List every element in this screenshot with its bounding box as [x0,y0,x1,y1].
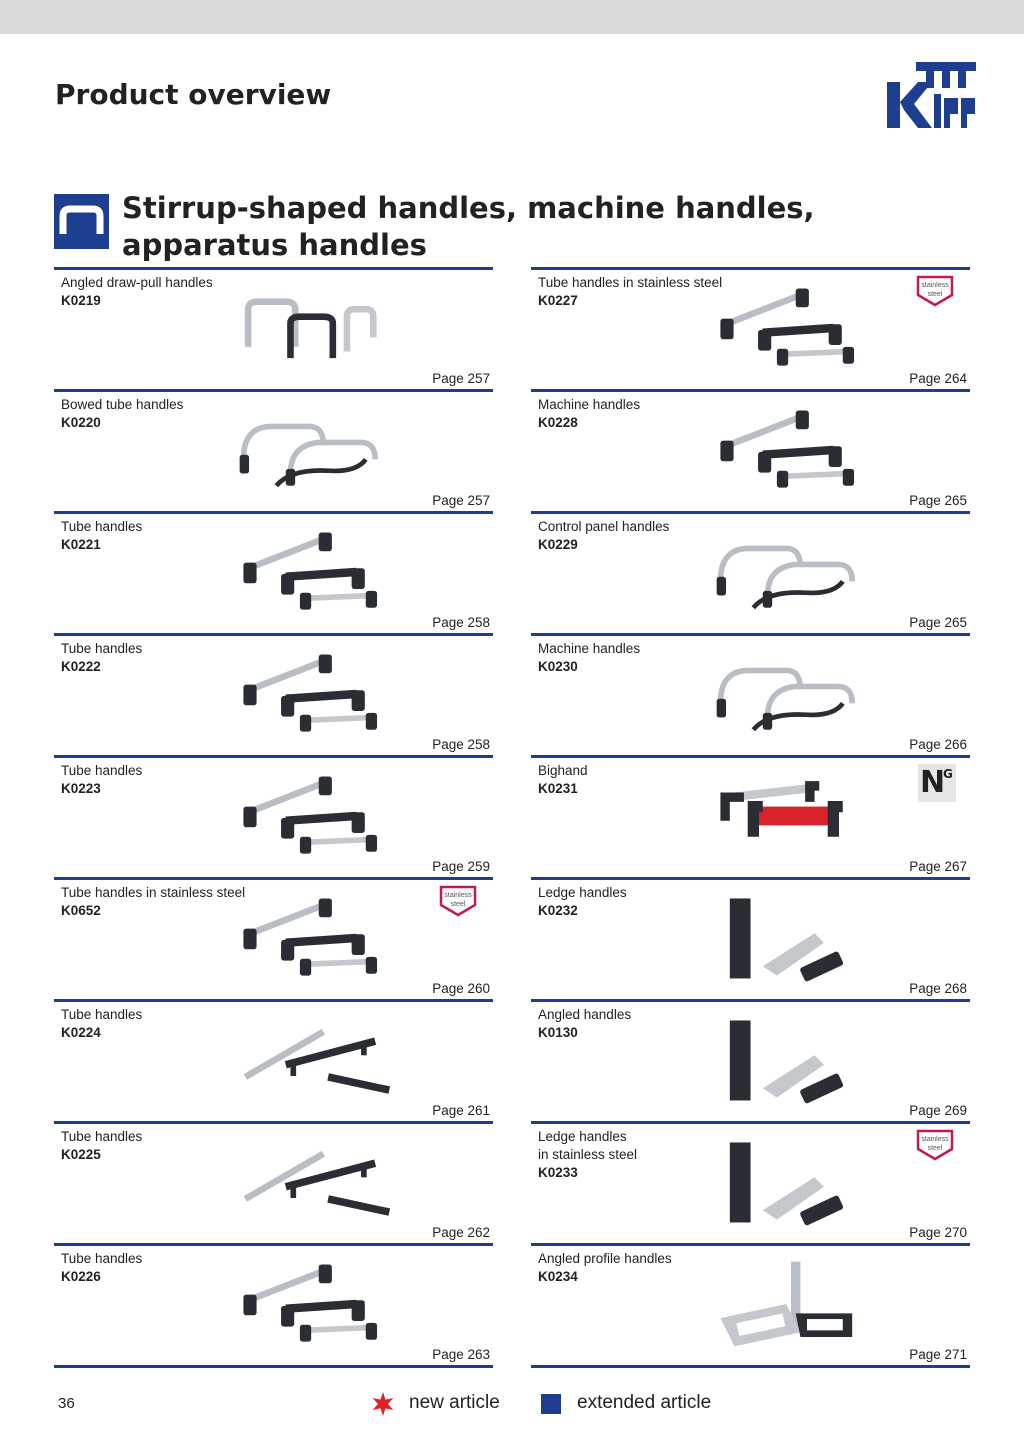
product-code: K0225 [61,1147,101,1162]
stainless-text: stainless [921,282,949,289]
page-link[interactable]: Page 262 [432,1225,490,1240]
product-name: Tube handles K0223 [61,763,143,796]
product-entry [531,267,970,389]
page-link[interactable]: Page 258 [432,737,490,752]
product-code: K0224 [61,1025,101,1040]
product-entry [531,389,970,511]
product-image [234,1256,394,1352]
product-entry [54,1121,493,1243]
stainless-steel-badge-icon [916,1129,954,1161]
product-code: K0227 [538,293,578,308]
product-code: K0219 [61,293,101,308]
product-entry [531,1121,970,1243]
left-column [54,267,493,1368]
stainless-text: stainless [444,892,472,899]
product-entry [531,511,970,633]
page-link[interactable]: Page 265 [909,615,967,630]
steel-text: steel [927,291,943,298]
product-name: Ledge handles in stainless steel K0233 [538,1129,638,1180]
product-image [234,280,394,376]
product-name: Angled draw-pull handles K0219 [61,275,213,308]
page-title: Product overview [55,78,332,111]
product-entry [54,755,493,877]
product-code: K0234 [538,1269,578,1284]
product-entry [54,267,493,389]
stainless-text: stainless [921,1136,949,1143]
product-name: Bighand K0231 [538,763,588,796]
product-image [711,524,871,620]
product-code: K0232 [538,903,578,918]
product-image [234,768,394,864]
product-name: Tube handles K0221 [61,519,143,552]
product-code: K0221 [61,537,101,552]
page-link[interactable]: Page 269 [909,1103,967,1118]
product-entry [54,511,493,633]
product-code: K0229 [538,537,578,552]
new-article-star-icon [370,1391,396,1417]
page-link[interactable]: Page 266 [909,737,967,752]
product-image [234,890,394,986]
kipp-logo [884,62,980,134]
stainless-steel-badge-icon [916,275,954,307]
product-name: Bowed tube handles K0220 [61,397,184,430]
product-code: K0222 [61,659,101,674]
product-entry [531,877,970,999]
section-handle-icon [54,194,109,249]
product-code: K0226 [61,1269,101,1284]
product-name: Control panel handles K0229 [538,519,670,552]
product-entry [531,999,970,1121]
product-name: Angled profile handles K0234 [538,1251,672,1284]
product-entry [54,389,493,511]
product-entry [531,1243,970,1368]
page-link[interactable]: Page 260 [432,981,490,996]
product-name: Tube handles K0224 [61,1007,143,1040]
product-name: Tube handles K0222 [61,641,143,674]
legend-extended-article: extended article [577,1392,712,1413]
extended-article-square-icon [541,1394,561,1414]
page-link[interactable]: Page 259 [432,859,490,874]
product-name: Tube handles K0225 [61,1129,143,1162]
page-link[interactable]: Page 270 [909,1225,967,1240]
product-image [234,524,394,620]
product-name: Tube handles in stainless steel K0652 [61,885,246,918]
stainless-steel-badge-icon [439,885,477,917]
product-image [711,280,871,376]
product-entry [54,877,493,999]
product-code: K0233 [538,1165,578,1180]
page-link[interactable]: Page 265 [909,493,967,508]
right-column [531,267,970,1368]
product-image [234,1012,394,1108]
product-code: K0130 [538,1025,578,1040]
product-image [711,1012,871,1108]
product-image [234,646,394,742]
page-link[interactable]: Page 271 [909,1347,967,1362]
product-code: K0228 [538,415,578,430]
page-link[interactable]: Page 264 [909,371,967,386]
product-code: K0231 [538,781,578,796]
product-code: K0223 [61,781,101,796]
product-entry [531,633,970,755]
product-image [234,402,394,498]
product-name: Tube handles K0226 [61,1251,143,1284]
page-link[interactable]: Page 263 [432,1347,490,1362]
page-link[interactable]: Page 267 [909,859,967,874]
product-image [711,1134,871,1230]
product-name: Angled handles K0130 [538,1007,632,1040]
page-number: 36 [58,1395,75,1412]
product-entry [54,1243,493,1368]
product-code: K0220 [61,415,101,430]
top-bar [0,0,1024,34]
page-link[interactable]: Page 257 [432,493,490,508]
product-image [711,1256,871,1352]
product-image [711,402,871,498]
product-name: Machine handles K0230 [538,641,641,674]
product-name: Tube handles in stainless steel K0227 [538,275,723,308]
product-code: K0652 [61,903,101,918]
product-name: Machine handles K0228 [538,397,641,430]
product-image [711,890,871,986]
product-image [711,646,871,742]
product-image [711,768,871,864]
page-link[interactable]: Page 268 [909,981,967,996]
product-code: K0230 [538,659,578,674]
legend-new-article: new article [409,1392,500,1413]
product-entry [54,633,493,755]
product-image [234,1134,394,1230]
steel-text: steel [450,901,466,908]
page-link[interactable]: Page 257 [432,371,490,386]
section-title: Stirrup-shaped handles, machine handles, apparatus handles [122,191,815,262]
page-link[interactable]: Page 258 [432,615,490,630]
product-entry [531,755,970,877]
product-entry [54,999,493,1121]
steel-text: steel [927,1145,943,1152]
product-name: Ledge handles K0232 [538,885,627,918]
page-link[interactable]: Page 261 [432,1103,490,1118]
new-generation-badge-icon: N G [918,764,956,802]
